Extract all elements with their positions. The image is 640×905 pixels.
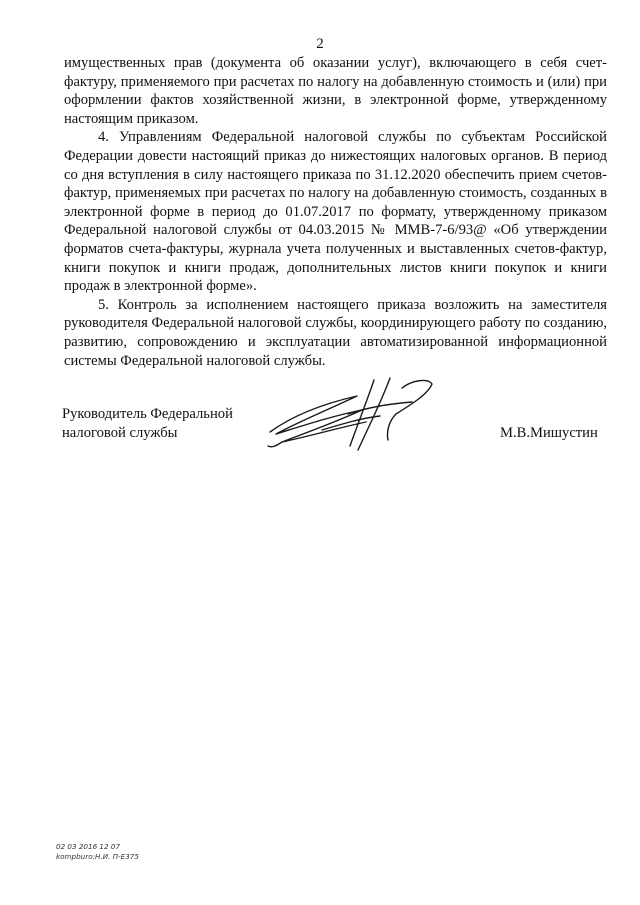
signatory-position: [62, 405, 233, 442]
signer-name: М.В.Мишустин: [500, 425, 598, 441]
paragraph-continuation: имущественных прав (документа об оказании услуг), включающего в себя счет-фактуру, применяемого при расчетах по налогу на добавленную стоимость и (или) при оформлении фактов хозяйственной жизни, в электронной форме, утвержденному настоящим приказом.: [64, 55, 607, 127]
paragraph-item-5: 5. Контроль за исполнением настоящего приказа возложить на заместителя руководителя Федеральной налоговой службы, координирующего работу по созданию, развитию, сопровождению и эксплуатации автоматизированной информационной системы Федеральной налоговой службы.: [64, 296, 607, 369]
footer-timestamp: 02 03 2016 12 07: [56, 842, 121, 851]
footer-file-path: kompburo:Н.И. П-Е375: [56, 852, 139, 861]
paragraph-item-4: 4. Управлениям Федеральной налоговой службы по субъектам Российской Федерации довести настоящий приказ до нижестоящих налоговых органов. В период со дня вступления в силу настоящего приказа по 31.12.2020 обеспечить прием счетов-фактур, применяемых при расчетах по налогу на добавленную стоимость, созданных в электронной форме в период до 01.07.2017 по формату, утвержденному приказом Федеральной налоговой службы от 04.03.2015 № ММВ-7-6/93@ «Об утверждении форматов счета-фактуры, журнала учета полученных и выставленных счетов-фактур, книги покупок и книги продаж, дополнительных листов книги покупок и книги продаж в электронной форме».: [64, 129, 607, 295]
handwritten-signature: [262, 374, 442, 454]
signatory-position-line2: налоговой службы: [62, 424, 178, 441]
signatory-position-line1: Руководитель Федеральной: [62, 406, 233, 422]
document-body: [64, 54, 607, 370]
print-footer: [56, 842, 139, 862]
page-number: 2: [316, 36, 324, 52]
